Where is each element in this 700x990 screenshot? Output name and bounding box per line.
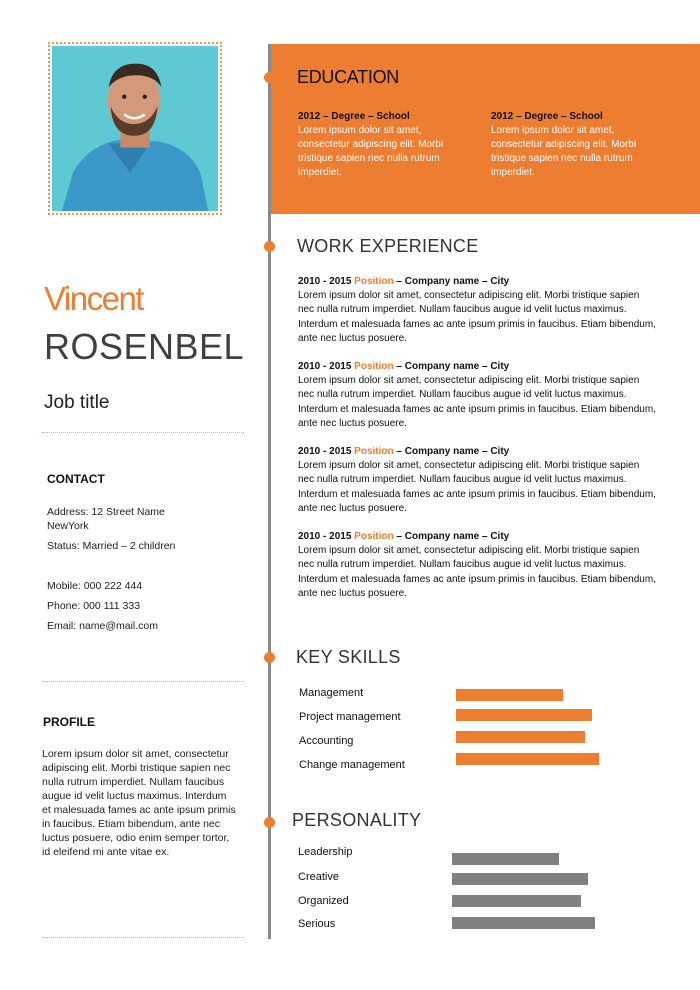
work-item-head — [298, 275, 658, 289]
divider-top — [42, 432, 244, 433]
personality-level-bar — [452, 873, 588, 885]
portrait-illustration — [52, 46, 218, 211]
work-item-position: Position — [354, 531, 394, 542]
work-item-text: Lorem ipsum dolor sit amet, consectetur adipiscing elit. Morbi tristique sapien nec nulla rutrum imperdiet. Nullam faucibus augue id velit luctus maximus. Interdum et malesuada fames ac ante ipsum primis in faucibus. Etiam bibendum, ante nec luctus posuere. — [298, 375, 656, 429]
personality-level-bar — [452, 853, 559, 865]
skill-level-bar — [456, 709, 592, 721]
work-item-position: Position — [354, 446, 394, 457]
timeline-dot-skills — [264, 652, 275, 663]
personality-level-bar — [452, 895, 581, 907]
work-item-text: Lorem ipsum dolor sit amet, consectetur adipiscing elit. Morbi tristique sapien nec nulla rutrum imperdiet. Nullam faucibus augue id velit luctus maximus. Interdum et malesuada fames ac ante ipsum primis in faucibus. Etiam bibendum, ante nec luctus posuere. — [298, 460, 656, 514]
contact-phone: Phone: 000 111 333 — [47, 600, 141, 612]
first-name: Vincent — [44, 280, 143, 317]
work-item-head — [298, 445, 658, 459]
divider-bottom — [42, 937, 244, 938]
work-item-text: Lorem ipsum dolor sit amet, consectetur adipiscing elit. Morbi tristique sapien nec nulla rutrum imperdiet. Nullam faucibus augue id velit luctus maximus. Interdum et malesuada fames ac ante ipsum primis in faucibus. Etiam bibendum, ante nec luctus posuere. — [298, 545, 656, 599]
contact-mobile: Mobile: 000 222 444 — [47, 580, 143, 592]
job-title: Job title — [44, 392, 110, 413]
profile-photo — [52, 46, 218, 211]
education-item-head: 2012 – Degree – School — [298, 111, 410, 122]
work-item-head — [298, 360, 658, 374]
skill-label: Accounting — [299, 735, 354, 747]
contact-email[interactable]: Email: name@mail.com — [47, 620, 159, 632]
skills-title: KEY SKILLS — [296, 647, 401, 667]
personality-label: Leadership — [298, 846, 353, 858]
education-item-head: 2012 – Degree – School — [491, 111, 603, 122]
work-item-company: – Company name – City — [393, 276, 510, 287]
skill-level-bar — [456, 731, 585, 743]
personality-label: Serious — [298, 918, 336, 930]
work-item-company: – Company name – City — [393, 361, 510, 372]
personality-title: PERSONALITY — [292, 810, 422, 830]
skill-label: Project management — [299, 711, 401, 723]
timeline-dot-education — [264, 72, 275, 83]
profile-heading: PROFILE — [43, 715, 96, 729]
skill-level-bar — [456, 753, 599, 765]
work-item-company: – Company name – City — [393, 446, 510, 457]
work-item-years: 2010 - 2015 — [298, 446, 352, 457]
work-item-position: Position — [354, 276, 394, 287]
work-item-text: Lorem ipsum dolor sit amet, consectetur adipiscing elit. Morbi tristique sapien nec nulla rutrum imperdiet. Nullam faucibus augue id velit luctus maximus. Interdum et malesuada fames ac ante ipsum primis in faucibus. Etiam bibendum, ante nec luctus posuere. — [298, 290, 656, 344]
divider-middle — [42, 681, 244, 682]
education-item — [298, 110, 470, 180]
work-item — [298, 445, 658, 516]
work-item — [298, 360, 658, 431]
contact-address-line2: NewYork — [47, 520, 89, 532]
contact-heading: CONTACT — [47, 472, 105, 486]
personality-label: Creative — [298, 871, 339, 883]
work-item — [298, 530, 658, 601]
skill-label: Change management — [299, 759, 405, 771]
work-item-position: Position — [354, 361, 394, 372]
work-title: WORK EXPERIENCE — [297, 236, 479, 256]
skill-label: Management — [299, 687, 364, 699]
timeline-dot-work — [264, 241, 275, 252]
personality-label: Organized — [298, 895, 349, 907]
education-item-text: Lorem ipsum dolor sit amet, consectetur adipiscing elit. Morbi tristique sapien nec nulla rutrum imperdiet. — [491, 125, 637, 178]
profile-photo-frame — [48, 42, 222, 215]
work-item-years: 2010 - 2015 — [298, 531, 352, 542]
profile-text: Lorem ipsum dolor sit amet, consectetur adipiscing elit. Morbi tristique sapien nec nulla rutrum imperdiet. Nullam faucibus augue id velit luctus maximus. Interdum et malesuada fames ac ante ipsum primis in faucibus. Etiam bibendum, ante nec luctus posuere, odio enim semper tortor, id eleifend mi ante vitae ex. — [42, 748, 236, 858]
last-name: ROSENBEL — [44, 326, 245, 367]
work-item-head — [298, 530, 658, 544]
education-item-text: Lorem ipsum dolor sit amet, consectetur adipiscing elit. Morbi tristique sapien nec nulla rutrum imperdiet. — [298, 125, 444, 178]
work-item-years: 2010 - 2015 — [298, 276, 352, 287]
timeline-dot-personality — [264, 817, 275, 828]
education-item — [491, 110, 663, 180]
work-item — [298, 275, 658, 346]
contact-address-line1: Address: 12 Street Name — [47, 506, 165, 518]
personality-level-bar — [452, 917, 595, 929]
contact-status: Status: Married – 2 children — [47, 540, 176, 552]
education-title: EDUCATION — [297, 67, 399, 87]
work-item-years: 2010 - 2015 — [298, 361, 352, 372]
skill-level-bar — [456, 689, 563, 701]
work-item-company: – Company name – City — [393, 531, 510, 542]
